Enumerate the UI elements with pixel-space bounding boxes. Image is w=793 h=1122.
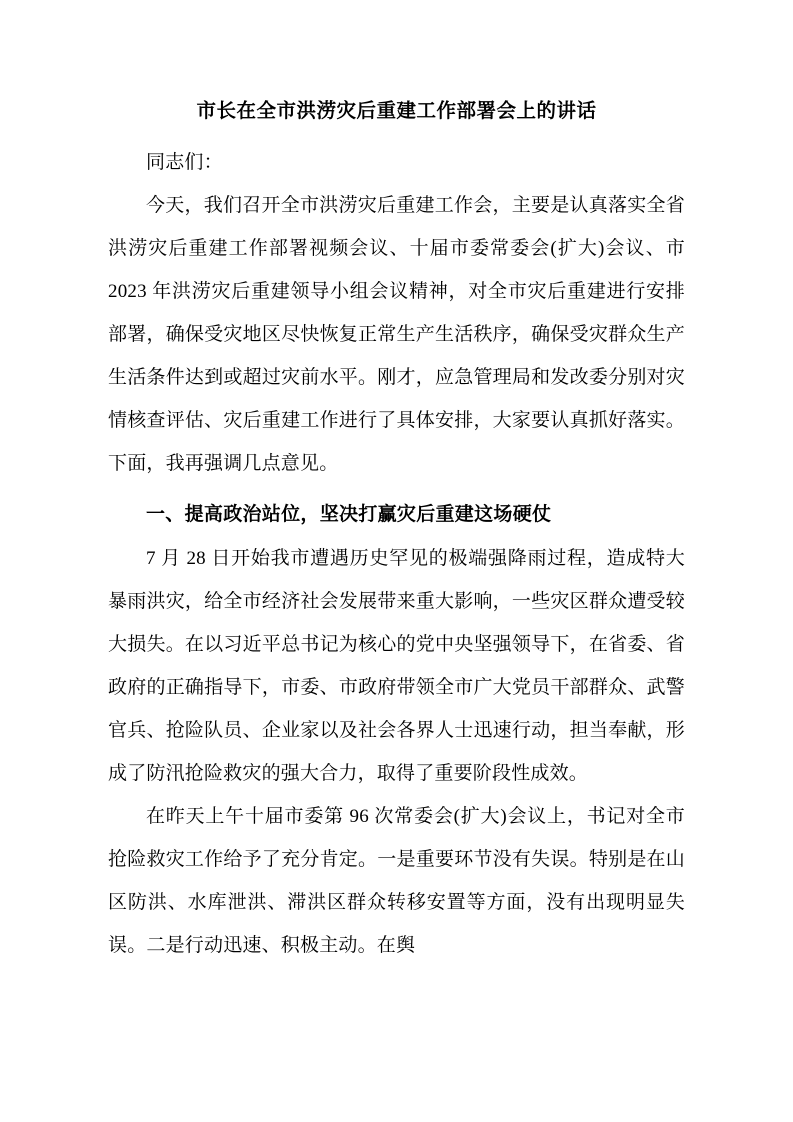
- paragraph-section-one-2: 在昨天上午十届市委第 96 次常委会(扩大)会议上，书记对全市抢险救灾工作给予了充分肯定。一是重要环节没有失误。特别是在山区防洪、水库泄洪、滞洪区群众转移安置等方面，没有出现明显失误。二是行动迅速、积极主动。在舆: [108, 806, 685, 957]
- paragraph-intro: 今天，我们召开全市洪涝灾后重建工作会，主要是认真落实全省洪涝灾后重建工作部署视频会议、十届市委常委会(扩大)会议、市 2023 年洪涝灾后重建领导小组会议精神，对全市灾后重建进行安排部署，确保受灾地区尽快恢复正常生产生活秩序，确保受灾群众生产生活条件达到或超过灾前水平。刚才，应急管理局和发改委分别对灾情核查评估、灾后重建工作进行了具体安排，大家要认真抓好落实。下面，我再强调几点意见。: [108, 195, 685, 475]
- page-title: 市长在全市洪涝灾后重建工作部署会上的讲话: [196, 99, 597, 122]
- paragraph-salutation: 同志们：: [146, 152, 223, 174]
- section-heading-one: 一、提高政治站位，坚决打赢灾后重建这场硬仗: [146, 503, 552, 526]
- paragraph-section-one-1: 7 月 28 日开始我市遭遇历史罕见的极端强降雨过程，造成特大暴雨洪灾，给全市经济社会发展带来重大影响，一些灾区群众遭受较大损失。在以习近平总书记为核心的党中央坚强领导下，在省委、省政府的正确指导下，市委、市政府带领全市广大党员干部群众、武警官兵、抢险队员、企业家以及社会各界人士迅速行动，担当奉献，形成了防汛抢险救灾的强大合力，取得了重要阶段性成效。: [108, 548, 685, 785]
